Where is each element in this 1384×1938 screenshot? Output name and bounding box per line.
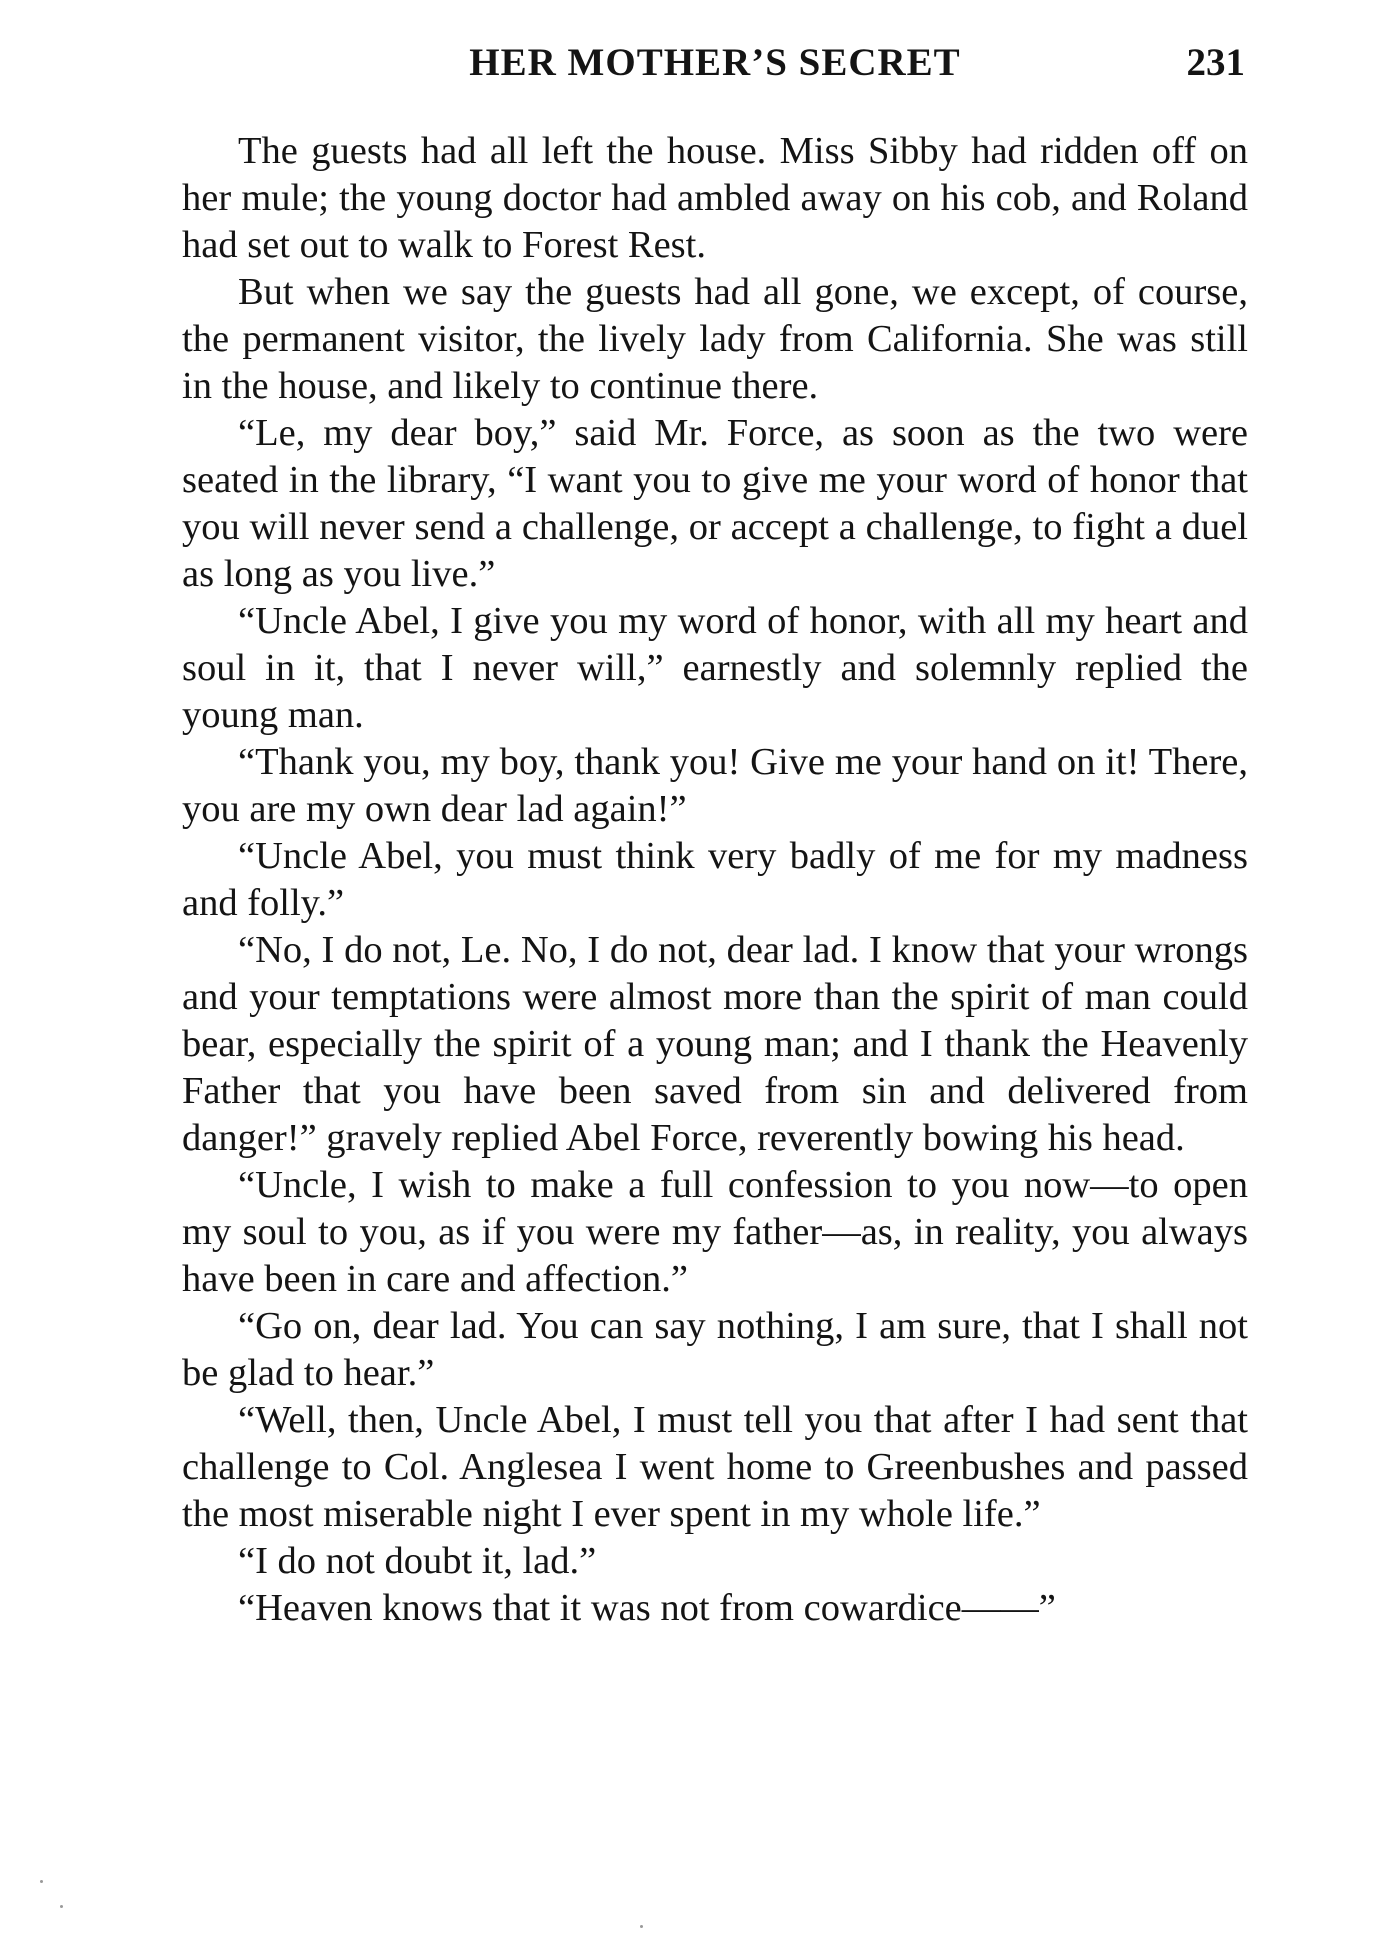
paragraph: “Well, then, Uncle Abel, I must tell you that after I had sent that challenge to Col. Anglesea I went home to Greenbushes and passed the most miserable night I ever spent in my whole life.” (182, 1399, 1248, 1535)
paragraph: “Thank you, my boy, thank you! Give me your hand on it! There, you are my own dear lad again!” (182, 741, 1248, 830)
paragraph: “Uncle Abel, I give you my word of honor, with all my heart and soul in it, that I never will,” earnestly and solemnly replied the young man. (182, 600, 1248, 736)
paragraph: But when we say the guests had all gone, we except, of course, the permanent visitor, the lively lady from California. She was still in the house, and likely to continue there. (182, 271, 1248, 407)
scan-speck (60, 1905, 63, 1908)
paragraph: “Le, my dear boy,” said Mr. Force, as soon as the two were seated in the library, “I want you to give me your word of honor that you will never send a challenge, or accept a challenge, to fight a duel as long as you live.” (182, 412, 1248, 595)
paragraph: The guests had all left the house. Miss Sibby had ridden off on her mule; the young doctor had ambled away on his cob, and Roland had set out to walk to Forest Rest. (182, 130, 1248, 266)
paragraph: “Uncle, I wish to make a full confession to you now—to open my soul to you, as if you were my father—as, in reality, you always have been in care and affection.” (182, 1164, 1248, 1300)
scan-speck (40, 1880, 43, 1883)
paragraph: “Uncle Abel, you must think very badly of me for my madness and folly.” (182, 835, 1248, 924)
paragraph: “Heaven knows that it was not from cowardice——” (238, 1587, 1056, 1629)
page-number: 231 (1186, 41, 1245, 84)
paragraph: “Go on, dear lad. You can say nothing, I am sure, that I shall not be glad to hear.” (182, 1305, 1248, 1394)
paragraph: “No, I do not, Le. No, I do not, dear lad. I know that your wrongs and your temptations were almost more than the spirit of man could bear, especially the spirit of a young man; and I thank the Heavenly Father that you have been saved from sin and delivered from danger!” gravely replied Abel Force, reverently bowing his head. (182, 929, 1248, 1159)
body-text (182, 128, 1248, 1632)
running-head (185, 40, 1245, 100)
scan-speck (640, 1925, 643, 1928)
running-title: HER MOTHER’S SECRET (469, 41, 961, 84)
paragraph: “I do not doubt it, lad.” (238, 1540, 597, 1582)
